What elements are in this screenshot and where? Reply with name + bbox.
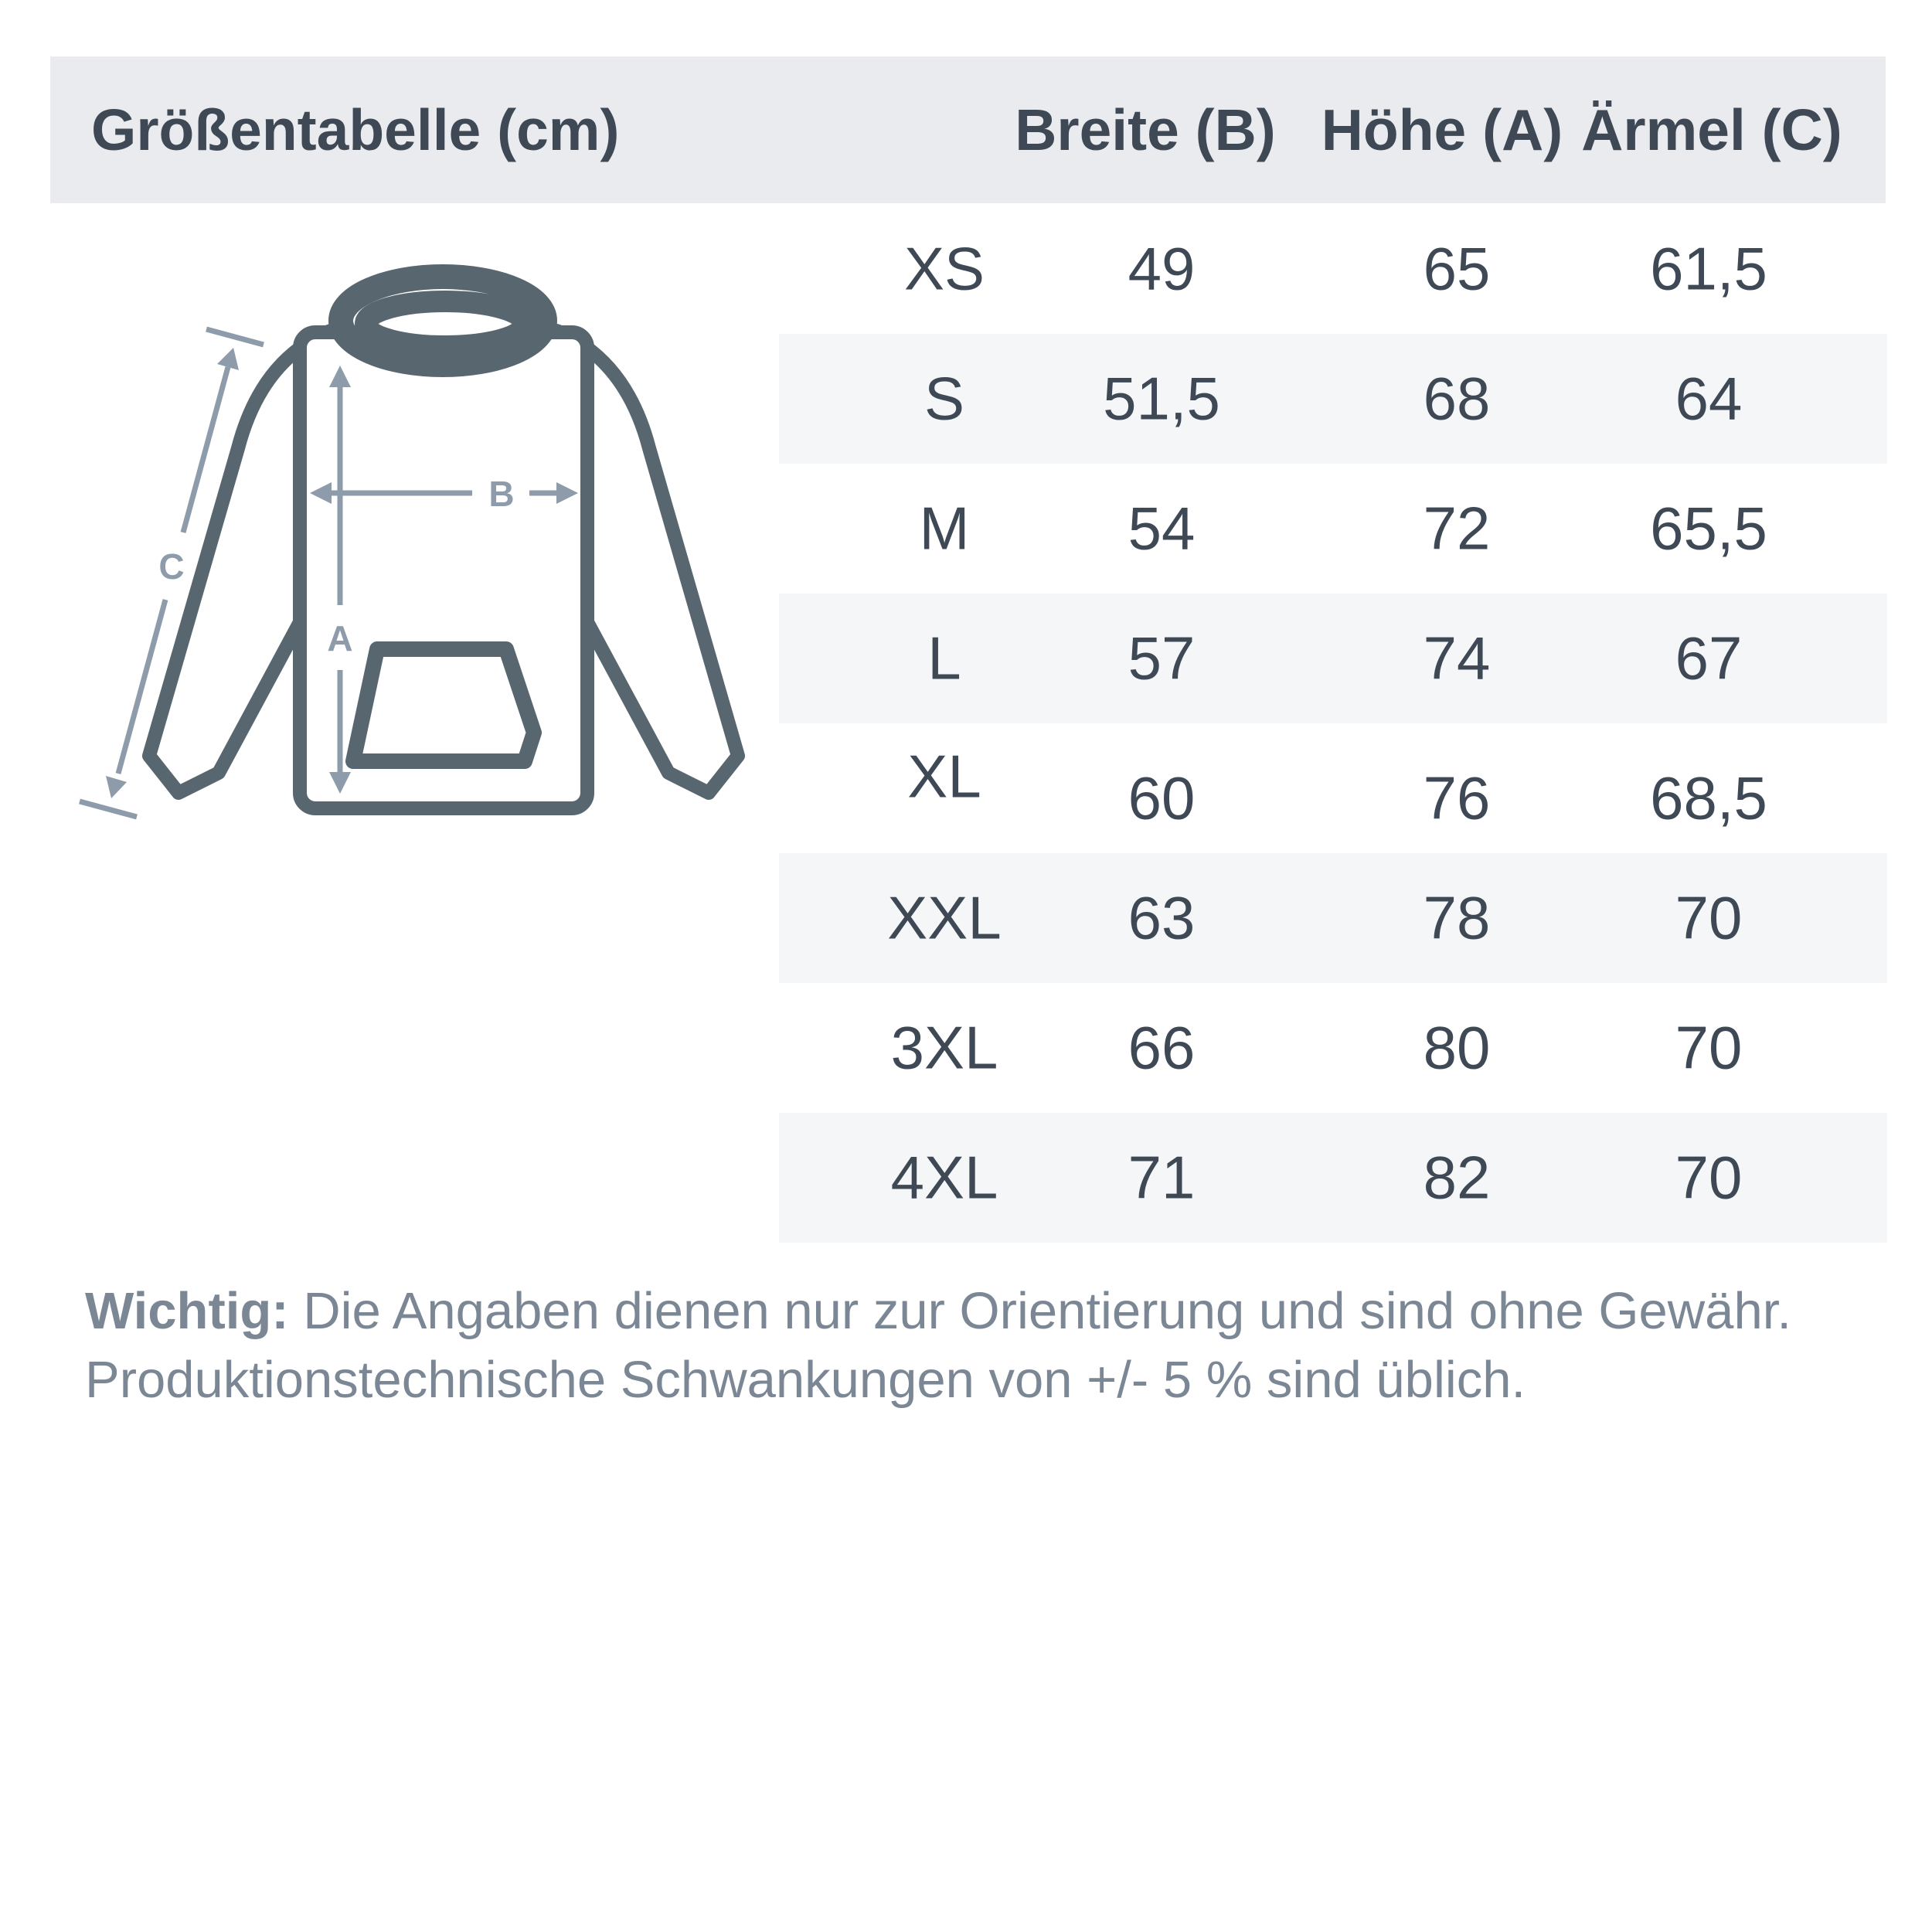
breite-value: 60 — [1128, 764, 1196, 832]
hoehe-value: 72 — [1423, 494, 1491, 563]
aermel-value: 70 — [1675, 1013, 1743, 1082]
breite-value: 71 — [1128, 1143, 1196, 1212]
breite-value: 54 — [1128, 494, 1196, 563]
aermel-value: 70 — [1675, 1143, 1743, 1212]
size-label: 3XL — [890, 1013, 998, 1082]
table-row — [779, 983, 1887, 1113]
label-b: B — [488, 474, 515, 514]
breite-value: 57 — [1128, 624, 1196, 692]
column-header-hoehe: Höhe (A) — [1321, 97, 1563, 162]
table-row — [779, 594, 1887, 723]
size-label: M — [919, 494, 970, 563]
column-header-aermel: Ärmel (C) — [1581, 97, 1842, 162]
aermel-value: 64 — [1675, 364, 1743, 433]
footer-note-prefix: Wichtig: — [85, 1282, 289, 1340]
aermel-value: 65,5 — [1650, 494, 1767, 563]
hoehe-value: 68 — [1423, 364, 1491, 433]
hoehe-value: 65 — [1423, 234, 1491, 303]
aermel-value: 61,5 — [1650, 234, 1767, 303]
table-row — [779, 334, 1887, 464]
footer-note-line1 — [85, 1282, 1791, 1340]
size-label: S — [923, 364, 965, 433]
size-label: L — [927, 624, 961, 692]
size-label: 4XL — [890, 1143, 998, 1212]
hoehe-value: 78 — [1423, 883, 1491, 952]
size-label: XL — [907, 742, 981, 811]
breite-value: 63 — [1128, 883, 1196, 952]
footer-note — [85, 1277, 1791, 1414]
label-c: C — [158, 546, 185, 587]
breite-value: 51,5 — [1103, 364, 1220, 433]
table-row — [779, 464, 1887, 594]
table-row — [779, 723, 1887, 853]
breite-value: 66 — [1128, 1013, 1196, 1082]
table-row — [779, 1113, 1887, 1243]
aermel-value: 68,5 — [1650, 764, 1767, 832]
hoehe-value: 76 — [1423, 764, 1491, 832]
hoehe-value: 74 — [1423, 624, 1491, 692]
aermel-value: 70 — [1675, 883, 1743, 952]
footer-note-line1-rest: Die Angaben dienen nur zur Orientierung und sind ohne Gewähr. — [288, 1282, 1791, 1340]
size-label: XXL — [887, 883, 1002, 952]
footer-note-line2: Produktionstechnische Schwankungen von +/- 5 % sind üblich. — [85, 1351, 1526, 1409]
hoehe-value: 82 — [1423, 1143, 1491, 1212]
size-label: XS — [903, 234, 985, 303]
column-header-breite: Breite (B) — [1015, 97, 1276, 162]
label-a: A — [327, 618, 353, 658]
aermel-value: 67 — [1675, 624, 1743, 692]
table-row — [779, 853, 1887, 983]
hoehe-value: 80 — [1423, 1013, 1491, 1082]
breite-value: 49 — [1128, 234, 1196, 303]
page-title: Größentabelle (cm) — [91, 97, 620, 162]
table-row — [779, 204, 1887, 334]
